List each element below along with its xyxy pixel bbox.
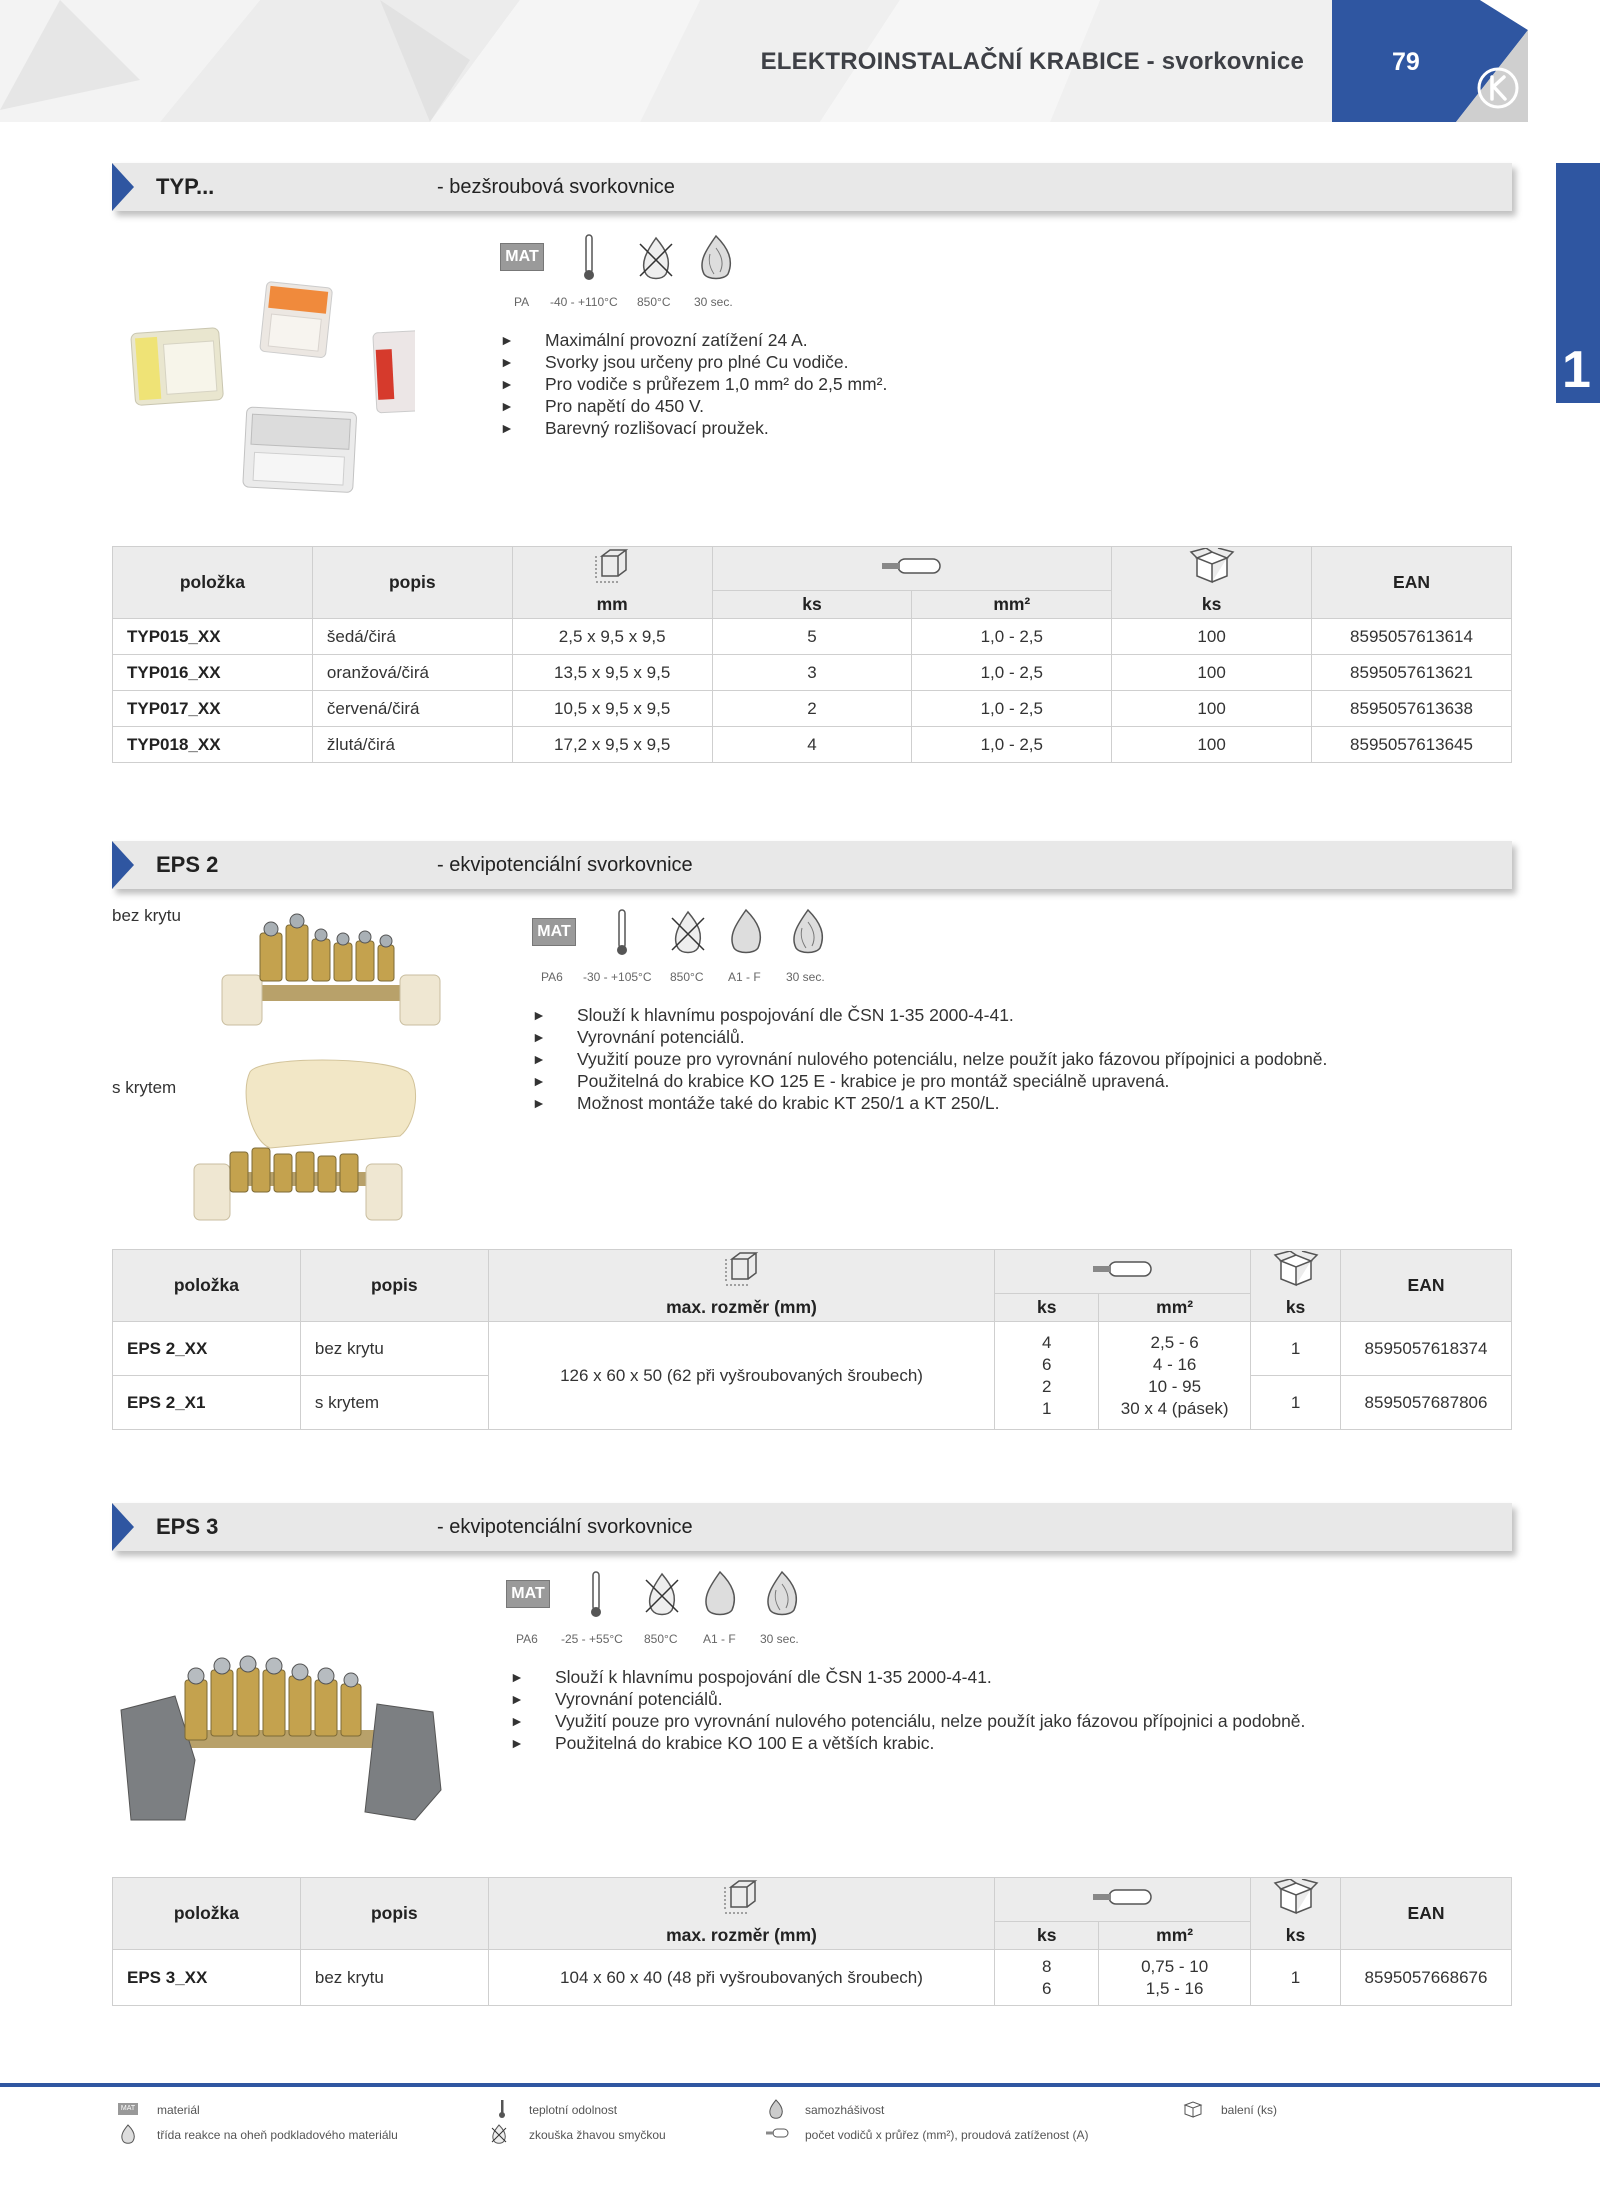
cell-pack: 100: [1112, 727, 1312, 763]
mat-icon: MAT: [500, 243, 544, 271]
feature-item: ► Využití pouze pro vyrovnání nulového potenciálu, nelze použít jako fázovou přípojnici a podobně.: [510, 1710, 1305, 1732]
legend-fire-class: třída reakce na oheň podkladového materiálu: [157, 2128, 398, 2142]
col-header-pack: ks: [1112, 591, 1312, 619]
legend-temperature: teplotní odolnost: [529, 2103, 618, 2117]
product-image-typ: [125, 265, 415, 495]
cell-pack: 1: [1251, 1376, 1341, 1430]
cell-desc: oranžová/čirá: [312, 655, 512, 691]
ks-value: 4: [1042, 1332, 1052, 1352]
flame-class-icon: [700, 1570, 740, 1618]
cell-ean: 8595057613614: [1312, 619, 1512, 655]
box-icon-cell: [1251, 1878, 1341, 1922]
mm2-value: 4 - 16: [1152, 1354, 1197, 1374]
cell-desc: bez krytu: [300, 1950, 488, 2006]
cell-desc: s krytem: [300, 1376, 488, 1430]
cell-desc: šedá/čirá: [312, 619, 512, 655]
legend-glow-wire: zkouška žhavou smyčkou: [529, 2128, 666, 2142]
cell-ean: 8595057613645: [1312, 727, 1512, 763]
box-icon-cell: [1112, 547, 1312, 591]
box-icon: [1273, 1251, 1319, 1287]
wire-icon-cell: [995, 1250, 1251, 1294]
col-header-size: max. rozměr (mm): [488, 1294, 995, 1322]
wire-icon-cell: [712, 547, 1112, 591]
table-row: [113, 619, 1512, 655]
legend-packaging: balení (ks): [1221, 2103, 1278, 2117]
cell-ean: 8595057618374: [1341, 1322, 1512, 1376]
col-header-mm: mm: [512, 591, 712, 619]
cell-size: 2,5 x 9,5 x 9,5: [512, 619, 712, 655]
col-header-size: max. rozměr (mm): [488, 1922, 995, 1950]
mat-icon: MAT: [118, 2103, 138, 2115]
icon-label-flame: 30 sec.: [786, 970, 825, 984]
cell-size: 10,5 x 9,5 x 9,5: [512, 691, 712, 727]
feature-item: ► Barevný rozlišovací proužek.: [500, 417, 887, 439]
dimension-icon-cell: [512, 547, 712, 591]
cell-mm2: [1099, 1322, 1251, 1430]
icon-label-temperature: -30 - +105°C: [583, 970, 652, 984]
section-title: TYP...: [156, 174, 215, 199]
glow-wire-icon: [490, 2124, 508, 2144]
table-row: [113, 691, 1512, 727]
mm2-value: 10 - 95: [1148, 1376, 1202, 1396]
cell-ks: 3: [712, 655, 912, 691]
cell-pack: 100: [1112, 619, 1312, 655]
ks-value: 1: [1042, 1398, 1052, 1418]
icon-label-flame-class: A1 - F: [703, 1632, 736, 1646]
feature-list: [500, 329, 887, 439]
icon-label-flame: 30 sec.: [694, 295, 733, 309]
feature-list: [510, 1666, 1305, 1754]
thermometer-icon: [498, 2100, 506, 2118]
brand-logo-icon: [1476, 66, 1520, 110]
mat-icon: MAT: [532, 918, 576, 946]
section-arrow-icon: [112, 841, 134, 889]
table-row: [113, 1950, 1512, 2006]
col-header-mm2: mm²: [1099, 1922, 1251, 1950]
cell-ean: 8595057687806: [1341, 1376, 1512, 1430]
wire-icon: [1091, 1258, 1155, 1280]
mm2-value: 30 x 4 (pásek): [1120, 1398, 1229, 1418]
icon-label-material: PA6: [541, 970, 563, 984]
cell-ks: 2: [712, 691, 912, 727]
cell-desc: bez krytu: [300, 1322, 488, 1376]
box-icon: [1189, 548, 1235, 584]
cell-pack: 1: [1251, 1322, 1341, 1376]
legend-wire: počet vodičů x průřez (mm²), proudová zatíženost (A): [805, 2128, 1089, 2142]
cell-pack: 100: [1112, 655, 1312, 691]
cell-code: EPS 2_XX: [113, 1322, 301, 1376]
ks-value: 6: [1042, 1354, 1052, 1374]
cell-code: EPS 2_X1: [113, 1376, 301, 1430]
legend-material: materiál: [157, 2103, 200, 2117]
cell-size: 126 x 60 x 50 (62 při vyšroubovaných šroubech): [488, 1322, 995, 1430]
glow-wire-icon: [668, 910, 708, 956]
box-icon: [1182, 2100, 1204, 2118]
cell-ks: [995, 1322, 1099, 1430]
cell-desc: žlutá/čirá: [312, 727, 512, 763]
col-header-ean: EAN: [1312, 547, 1512, 619]
dimension-cube-icon: [722, 1251, 762, 1287]
section-description: - ekvipotenciální svorkovnice: [437, 854, 693, 876]
cell-size: 13,5 x 9,5 x 9,5: [512, 655, 712, 691]
glow-wire-icon: [636, 236, 676, 280]
col-header-desc: popis: [300, 1878, 488, 1950]
icon-label-temperature: -40 - +110°C: [550, 295, 618, 309]
col-header-item: položka: [113, 547, 313, 619]
product-table-eps3: [112, 1877, 1512, 2006]
flame-icon: [762, 1570, 802, 1618]
wire-icon: [880, 555, 944, 577]
mm2-value: 2,5 - 6: [1150, 1332, 1199, 1352]
icon-label-flame: 30 sec.: [760, 1632, 799, 1646]
cell-code: TYP018_XX: [113, 727, 313, 763]
feature-item: ► Vyrovnání potenciálů.: [532, 1026, 1327, 1048]
thermometer-icon: [582, 233, 596, 283]
col-header-pack: ks: [1251, 1922, 1341, 1950]
cell-code: TYP017_XX: [113, 691, 313, 727]
section-title: EPS 2: [156, 852, 219, 877]
icon-label-glow-wire: 850°C: [637, 295, 671, 309]
col-header-desc: popis: [312, 547, 512, 619]
feature-item: ► Maximální provozní zatížení 24 A.: [500, 329, 887, 351]
cell-desc: červená/čirá: [312, 691, 512, 727]
product-variant-label: bez krytu: [112, 906, 181, 925]
dimension-cube-icon: [721, 1879, 761, 1915]
dimension-icon-cell: [488, 1250, 995, 1294]
col-header-mm2: mm²: [912, 591, 1112, 619]
col-header-ks: ks: [995, 1294, 1099, 1322]
icon-label-glow-wire: 850°C: [644, 1632, 678, 1646]
product-table-typ: [112, 546, 1512, 763]
cell-ks: 8 6: [995, 1950, 1099, 2006]
icon-label-glow-wire: 850°C: [670, 970, 704, 984]
ks-value: 2: [1042, 1376, 1052, 1396]
table-row: [113, 655, 1512, 691]
flame-class-icon: [119, 2124, 137, 2144]
wire-icon-cell: [995, 1878, 1251, 1922]
cell-pack: 1: [1251, 1950, 1341, 2006]
col-header-ean: EAN: [1341, 1250, 1512, 1322]
feature-item: ► Slouží k hlavnímu pospojování dle ČSN 1-35 2000-4-41.: [532, 1004, 1327, 1026]
feature-item: ► Použitelná do krabice KO 125 E - krabice je pro montáž speciálně upravená.: [532, 1070, 1327, 1092]
table-row: [113, 1322, 1512, 1376]
cell-size: 17,2 x 9,5 x 9,5: [512, 727, 712, 763]
cell-mm2: 1,0 - 2,5: [912, 619, 1112, 655]
cell-size: 104 x 60 x 40 (48 při vyšroubovaných šroubech): [488, 1950, 995, 2006]
section-bar-eps3: [112, 1503, 1512, 1551]
header-subtitle: - svorkovnice: [1139, 48, 1304, 75]
feature-item: ► Možnost montáže také do krabic KT 250/1 a KT 250/L.: [532, 1092, 1327, 1114]
product-table-eps2: [112, 1249, 1512, 1430]
header-title-main: ELEKTROINSTALAČNÍ KRABICE: [760, 48, 1140, 75]
section-description: - ekvipotenciální svorkovnice: [437, 1516, 693, 1538]
cell-pack: 100: [1112, 691, 1312, 727]
flame-icon: [767, 2099, 785, 2119]
section-arrow-icon: [112, 163, 134, 211]
col-header-item: položka: [113, 1878, 301, 1950]
footer-divider: [0, 2083, 1600, 2087]
cell-ean: 8595057668676: [1341, 1950, 1512, 2006]
box-icon: [1273, 1879, 1319, 1915]
feature-item: ► Použitelná do krabice KO 100 E a větších krabic.: [510, 1732, 1305, 1754]
thermometer-icon: [615, 908, 629, 958]
mat-icon: MAT: [506, 1580, 550, 1608]
col-header-desc: popis: [300, 1250, 488, 1322]
section-description: - bezšroubová svorkovnice: [437, 176, 675, 198]
cell-code: EPS 3_XX: [113, 1950, 301, 2006]
col-header-ean: EAN: [1341, 1878, 1512, 1950]
table-row: [113, 727, 1512, 763]
product-image-eps3: [115, 1640, 445, 1825]
section-bar-typ: [112, 163, 1512, 211]
col-header-mm2: mm²: [1099, 1294, 1251, 1322]
feature-item: ► Využití pouze pro vyrovnání nulového potenciálu, nelze použít jako fázovou přípojnici a podobně.: [532, 1048, 1327, 1070]
header-title: [761, 48, 1304, 76]
col-header-pack: ks: [1251, 1294, 1341, 1322]
box-icon-cell: [1251, 1250, 1341, 1294]
wire-icon: [1091, 1886, 1155, 1908]
icon-label-temperature: -25 - +55°C: [561, 1632, 623, 1646]
cell-ean: 8595057613621: [1312, 655, 1512, 691]
feature-item: ► Vyrovnání potenciálů.: [510, 1688, 1305, 1710]
page-number: 79: [1392, 48, 1420, 76]
flame-icon: [788, 908, 828, 956]
col-header-ks: ks: [995, 1922, 1099, 1950]
section-arrow-icon: [112, 1503, 134, 1551]
cell-code: TYP016_XX: [113, 655, 313, 691]
cell-mm2: 0,75 - 10 1,5 - 16: [1099, 1950, 1251, 2006]
cell-mm2: 1,0 - 2,5: [912, 655, 1112, 691]
col-header-ks: ks: [712, 591, 912, 619]
product-image-eps2-open: [220, 905, 450, 1030]
dimension-cube-icon: [592, 548, 632, 584]
cell-mm2: 1,0 - 2,5: [912, 691, 1112, 727]
cell-ks: 4: [712, 727, 912, 763]
feature-item: ► Svorky jsou určeny pro plné Cu vodiče.: [500, 351, 887, 373]
cell-code: TYP015_XX: [113, 619, 313, 655]
chapter-number: 1: [1562, 341, 1591, 399]
cell-ks: 5: [712, 619, 912, 655]
glow-wire-icon: [642, 1572, 682, 1618]
feature-item: ► Pro vodiče s průřezem 1,0 mm² do 2,5 mm².: [500, 373, 887, 395]
legend-self-extinguishing: samozhášivost: [805, 2103, 885, 2117]
icon-label-flame-class: A1 - F: [728, 970, 761, 984]
cell-ean: 8595057613638: [1312, 691, 1512, 727]
flame-icon: [696, 234, 736, 280]
thermometer-icon: [589, 1570, 603, 1620]
section-bar-eps2: [112, 841, 1512, 889]
col-header-item: položka: [113, 1250, 301, 1322]
flame-class-icon: [726, 908, 766, 956]
cell-mm2: 1,0 - 2,5: [912, 727, 1112, 763]
feature-list: [532, 1004, 1327, 1114]
feature-item: ► Pro napětí do 450 V.: [500, 395, 887, 417]
icon-label-material: PA6: [516, 1632, 538, 1646]
feature-item: ► Slouží k hlavnímu pospojování dle ČSN 1-35 2000-4-41.: [510, 1666, 1305, 1688]
section-title: EPS 3: [156, 1514, 219, 1539]
icon-label-material: PA: [514, 295, 530, 309]
product-variant-label: s krytem: [112, 1078, 177, 1097]
dimension-icon-cell: [488, 1878, 995, 1922]
product-image-eps2-covered: [190, 1052, 430, 1227]
wire-icon: [765, 2128, 789, 2138]
